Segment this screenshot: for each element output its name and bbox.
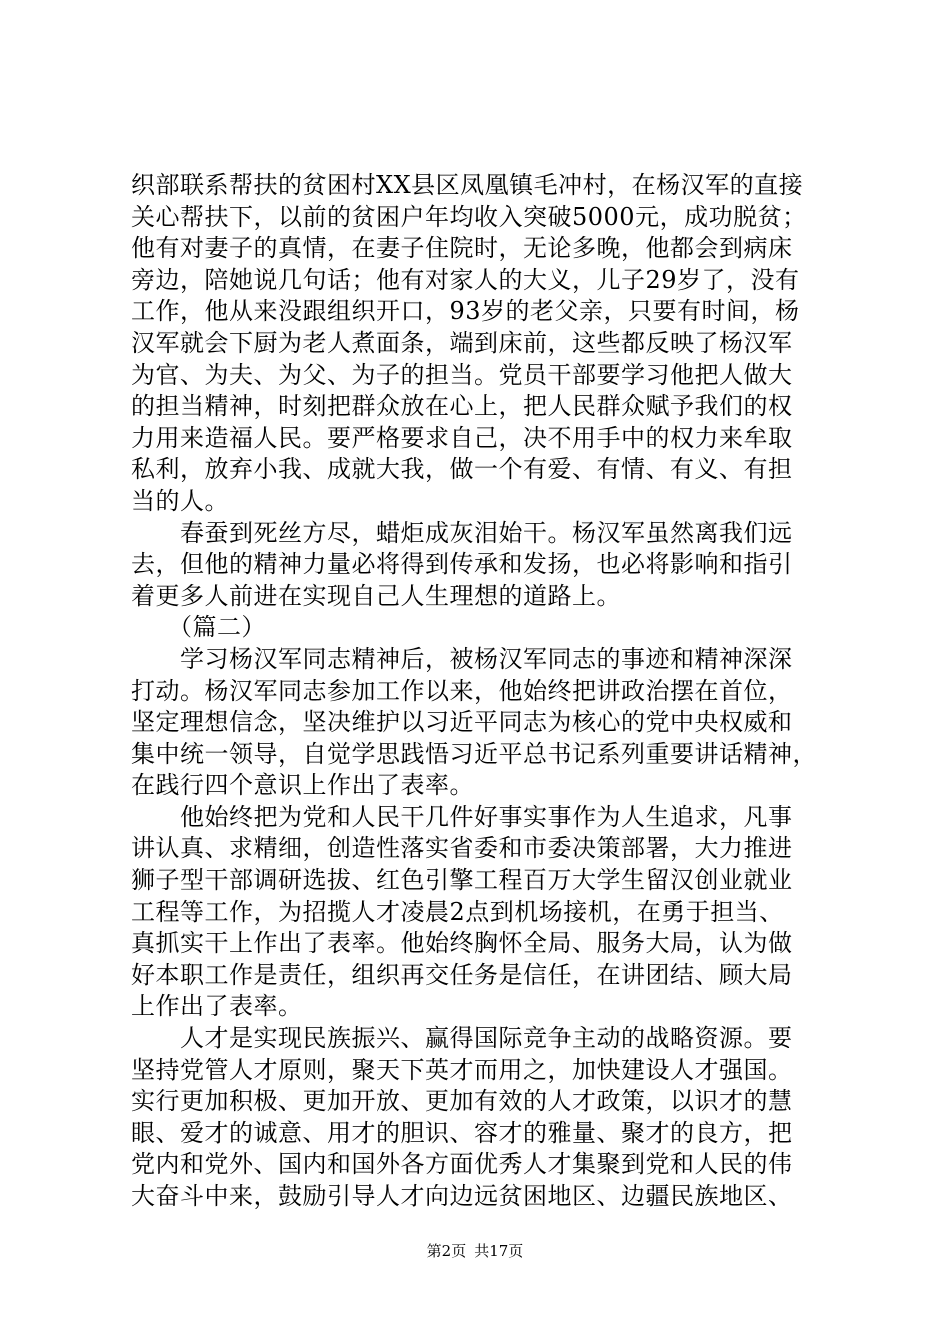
text-line: 工程等工作，为招揽人才凌晨2点到机场接机，在勇于担当、 <box>131 897 784 926</box>
text-line: 狮子型干部调研选拔、红色引擎工程百万大学生留汉创业就业 <box>131 866 793 895</box>
text-line: 私利，放弃小我、成就大我，做一个有爱、有情、有义、有担 <box>131 455 793 484</box>
text-line: 学习杨汉军同志精神后，被杨汉军同志的事迹和精神深深 <box>131 644 793 673</box>
text-line: 的担当精神，时刻把群众放在心上，把人民群众赋予我们的权 <box>131 392 793 421</box>
text-line: 集中统一领导，自觉学思践悟习近平总书记系列重要讲话精神， <box>131 739 817 768</box>
text-line: 好本职工作是责任，组织再交任务是信任，在讲团结、顾大局 <box>131 960 793 989</box>
text-line: 汉军就会下厨为老人煮面条，端到床前，这些都反映了杨汉军 <box>131 328 793 357</box>
document-body <box>131 170 831 1213</box>
text-line: 他始终把为党和人民干几件好事实事作为人生追求，凡事 <box>131 802 793 831</box>
text-line: 当的人。 <box>131 486 229 515</box>
text-line: 眼、爱才的诚意、用才的胆识、容才的雅量、聚才的良方，把 <box>131 1118 793 1147</box>
text-line: 真抓实干上作出了表率。他始终胸怀全局、服务大局，认为做 <box>131 929 793 958</box>
text-line: 春蚕到死丝方尽，蜡炬成灰泪始干。杨汉军虽然离我们远 <box>131 518 793 547</box>
page-number: 第2页 <box>426 1242 467 1260</box>
text-line: 坚持党管人才原则，聚天下英才而用之，加快建设人才强国。 <box>131 1055 793 1084</box>
text-line: 党内和党外、国内和国外各方面优秀人才集聚到党和人民的伟 <box>131 1150 793 1179</box>
text-line: 织部联系帮扶的贫困村XX县区凤凰镇毛冲村，在杨汉军的直接 <box>131 171 804 199</box>
text-line: 关心帮扶下，以前的贫困户年均收入突破5000元，成功脱贫； <box>131 202 807 231</box>
text-line: 为官、为夫、为父、为子的担当。党员干部要学习他把人做大 <box>131 360 793 389</box>
text-line: 力用来造福人民。要严格要求自己，决不用手中的权力来牟取 <box>131 423 793 452</box>
text-line: 去，但他的精神力量必将得到传承和发扬，也必将影响和指引 <box>131 550 793 579</box>
text-line: 上作出了表率。 <box>131 992 303 1021</box>
text-line: 坚定理想信念，坚决维护以习近平同志为核心的党中央权威和 <box>131 708 793 737</box>
text-line: 实行更加积极、更加开放、更加有效的人才政策，以识才的慧 <box>131 1087 793 1116</box>
text-line: 打动。杨汉军同志参加工作以来，他始终把讲政治摆在首位， <box>131 676 793 705</box>
page-total: 共17页 <box>474 1242 524 1260</box>
text-line: 人才是实现民族振兴、赢得国际竞争主动的战略资源。要 <box>131 1024 793 1053</box>
text-line: 他有对妻子的真情，在妻子住院时，无论多晚，他都会到病床 <box>131 234 793 263</box>
page-footer <box>0 1241 950 1261</box>
text-line: 讲认真、求精细，创造性落实省委和市委决策部署，大力推进 <box>131 834 793 863</box>
text-line: 大奋斗中来，鼓励引导人才向边远贫困地区、边疆民族地区、 <box>131 1182 793 1210</box>
text-line: 着更多人前进在实现自己人生理想的道路上。 <box>131 581 621 610</box>
text-line: 工作，他从来没跟组织开口，93岁的老父亲，只要有时间，杨 <box>131 297 800 326</box>
text-line: 在践行四个意识上作出了表率。 <box>131 771 474 800</box>
text-line: 旁边，陪她说几句话；他有对家人的大义，儿子29岁了，没有 <box>131 265 800 294</box>
section-heading: （篇二） <box>131 613 266 642</box>
